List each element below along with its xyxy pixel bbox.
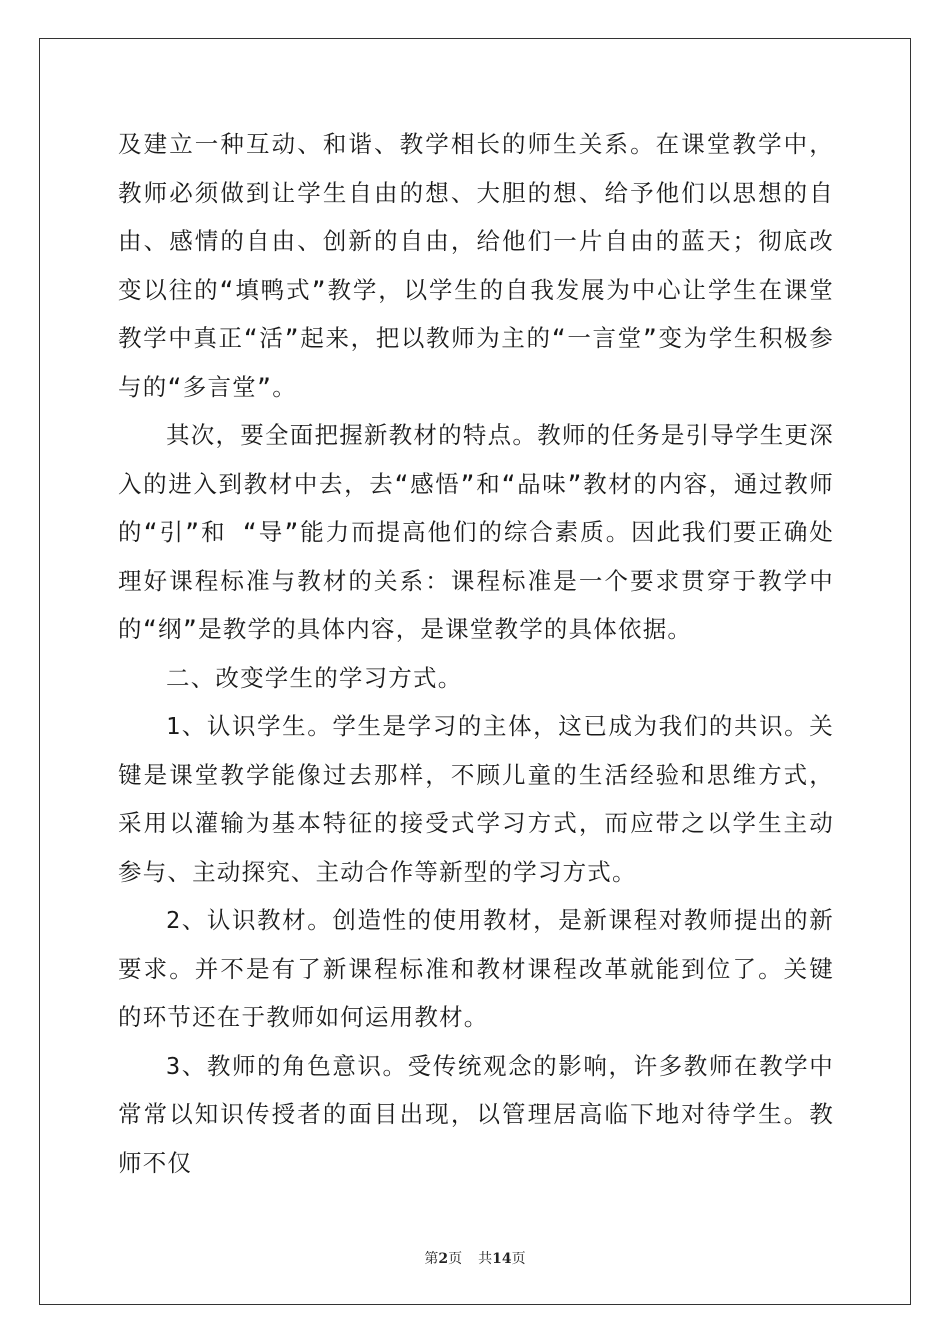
page-footer [0,1248,950,1268]
paragraph-5: 3、教师的角色意识。受传统观念的影响，许多教师在教学中常常以知识传授者的面目出现，以管理居高临下地对待学生。教师不仅 [118,1051,834,1177]
paragraph-4: 2、认识教材。创造性的使用教材，是新课程对教师提出的新要求。并不是有了新课程标准和教材课程改革就能到位了。关键的环节还在于教师如何运用教材。 [118,906,834,1031]
total-pages: 14 [492,1251,512,1267]
page-suffix: 页 [448,1251,463,1267]
page-number: 2 [438,1251,449,1267]
section-heading: 二、改变学生的学习方式。 [166,663,463,692]
paragraph-1: 及建立一种互动、和谐、教学相长的师生关系。在课堂教学中，教师必须做到让学生自由的想、大胆的想、给予他们以思想的自由、感情的自由、创新的自由，给他们一片自由的蓝天；彻底改变以往的“填鸭式”教学，以学生的自我发展为中心让学生在课堂教学中真正“活”起来，把以教师为主的“一言堂”变为学生积极参与的“多言堂”。 [118,130,834,401]
paragraph-3: 1、认识学生。学生是学习的主体，这已成为我们的共识。关键是课堂教学能像过去那样，不顾儿童的生活经验和思维方式，采用以灌输为基本特征的接受式学习方式，而应带之以学生主动参与、主动探究、主动合作等新型的学习方式。 [118,712,834,886]
total-prefix: 共 [478,1251,493,1267]
total-suffix: 页 [511,1251,526,1267]
document-body [118,120,834,1187]
paragraph-2: 其次，要全面把握新教材的特点。教师的任务是引导学生更深入的进入到教材中去，去“感悟”和“品味”教材的内容，通过教师的“引”和 “导”能力而提高他们的综合素质。因此我们要正确处理好课程标准与教材的关系：课程标准是一个要求贯穿于教学中的“纲”是教学的具体内容，是课堂教学的具体依据。 [118,421,834,643]
page-prefix: 第 [424,1251,439,1267]
